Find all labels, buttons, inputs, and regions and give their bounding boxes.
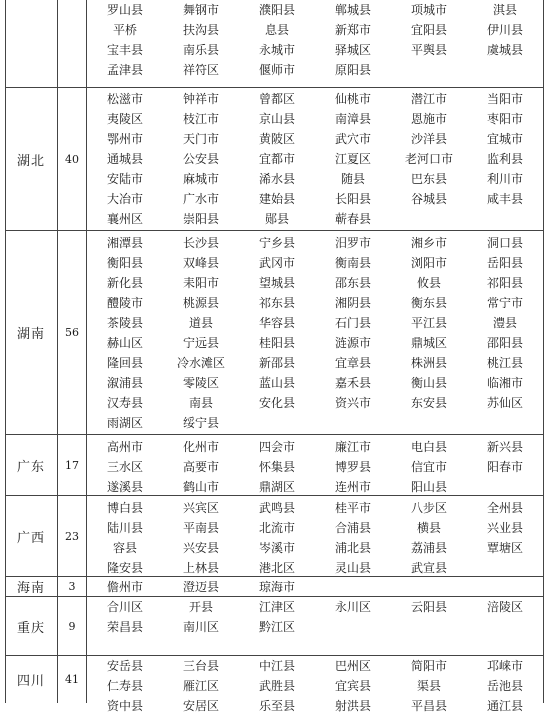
county-name: 博白县 xyxy=(106,501,143,515)
county-name: 麻城市 xyxy=(182,172,219,186)
county-list xyxy=(87,233,544,433)
county-name: 绥宁县 xyxy=(182,416,219,430)
county-name: 渠县 xyxy=(416,679,441,693)
county-name: 潜江市 xyxy=(410,92,447,106)
county-name: 桃江县 xyxy=(486,356,523,370)
county-line xyxy=(87,20,544,40)
county-name: 攸县 xyxy=(416,276,441,290)
county-name: 安陆市 xyxy=(106,172,143,186)
county-name: 陆川县 xyxy=(106,521,143,535)
county-name xyxy=(391,60,467,80)
county-name: 枝江市 xyxy=(182,112,219,126)
province-row xyxy=(5,88,544,231)
county-name: 伊川县 xyxy=(486,23,523,37)
county-line xyxy=(87,413,544,433)
county-name: 中江县 xyxy=(258,659,295,673)
county-name: 谷城县 xyxy=(410,192,447,206)
county-name: 洞口县 xyxy=(486,236,523,250)
county-list xyxy=(87,656,544,716)
county-name: 平江县 xyxy=(410,316,447,330)
county-line xyxy=(87,209,544,229)
county-name: 醴陵市 xyxy=(106,296,143,310)
county-name: 邵东县 xyxy=(334,276,371,290)
county-name: 蕲春县 xyxy=(334,212,371,226)
county-name: 高要市 xyxy=(182,460,219,474)
county-name: 博罗县 xyxy=(334,460,371,474)
county-count: 9 xyxy=(58,597,87,655)
county-name: 横县 xyxy=(416,521,441,535)
county-name: 上林县 xyxy=(182,561,219,575)
county-name: 息县 xyxy=(264,23,289,37)
county-name: 岳阳县 xyxy=(486,256,523,270)
county-name: 荔浦县 xyxy=(410,541,447,555)
county-line xyxy=(87,353,544,373)
province-name xyxy=(5,0,58,87)
county-name: 孟津县 xyxy=(106,63,143,77)
county-list xyxy=(87,577,544,597)
county-name: 隆回县 xyxy=(106,356,143,370)
county-name: 新兴县 xyxy=(486,440,523,454)
province-name: 重庆 xyxy=(5,597,58,655)
county-name: 监利县 xyxy=(486,152,523,166)
county-name: 衡东县 xyxy=(410,296,447,310)
county-line xyxy=(87,393,544,413)
county-name: 驿城区 xyxy=(334,43,371,57)
province-name: 湖北 xyxy=(5,88,58,230)
county-name: 邵阳县 xyxy=(486,336,523,350)
county-name: 偃师市 xyxy=(258,63,295,77)
county-name: 虞城县 xyxy=(486,43,523,57)
county-line xyxy=(87,577,544,597)
county-name: 株洲县 xyxy=(410,356,447,370)
county-name: 祥符区 xyxy=(182,63,219,77)
county-name: 新郑市 xyxy=(334,23,371,37)
county-name: 阳山县 xyxy=(410,480,447,494)
county-name: 连州市 xyxy=(334,480,371,494)
county-name: 武鸣县 xyxy=(258,501,295,515)
county-name: 江津区 xyxy=(258,600,295,614)
province-name: 广西 xyxy=(5,496,58,576)
county-name: 利川市 xyxy=(486,172,523,186)
county-name: 公安县 xyxy=(182,152,219,166)
county-name: 通城县 xyxy=(106,152,143,166)
county-line xyxy=(87,89,544,109)
county-name: 耒阳市 xyxy=(182,276,219,290)
province-row xyxy=(5,496,544,577)
county-name: 郧县 xyxy=(264,212,289,226)
county-name: 通江县 xyxy=(486,699,523,713)
county-name: 襄州区 xyxy=(106,212,143,226)
county-name: 岳池县 xyxy=(486,679,523,693)
county-name: 廉江市 xyxy=(334,440,371,454)
county-name: 湘潭县 xyxy=(106,236,143,250)
county-list xyxy=(87,437,544,497)
county-name: 邛崃市 xyxy=(486,659,523,673)
county-line xyxy=(87,457,544,477)
county-name: 浦北县 xyxy=(334,541,371,555)
county-name: 桂阳县 xyxy=(258,336,295,350)
county-name: 安居区 xyxy=(182,699,219,713)
county-name: 衡南县 xyxy=(334,256,371,270)
county-name xyxy=(467,617,543,637)
county-name xyxy=(467,209,543,229)
county-list xyxy=(87,89,544,229)
county-line xyxy=(87,437,544,457)
province-name: 湖南 xyxy=(5,231,58,434)
county-name: 宁远县 xyxy=(182,336,219,350)
county-name xyxy=(467,477,543,497)
county-name: 鼎湖区 xyxy=(258,480,295,494)
county-name xyxy=(315,577,391,597)
county-name: 新邵县 xyxy=(258,356,295,370)
county-line xyxy=(87,558,544,578)
county-name: 广水市 xyxy=(182,192,219,206)
county-name: 原阳县 xyxy=(334,63,371,77)
county-name: 老河口市 xyxy=(404,152,453,166)
county-name: 桃源县 xyxy=(182,296,219,310)
county-name: 湘阴县 xyxy=(334,296,371,310)
county-name: 荣昌县 xyxy=(106,620,143,634)
county-name: 武冈市 xyxy=(258,256,295,270)
county-line xyxy=(87,477,544,497)
county-count: 17 xyxy=(58,435,87,495)
county-name: 茶陵县 xyxy=(106,316,143,330)
county-name: 溆浦县 xyxy=(106,376,143,390)
county-line xyxy=(87,333,544,353)
province-row xyxy=(5,597,544,656)
county-name xyxy=(391,413,467,433)
county-name: 电白县 xyxy=(410,440,447,454)
county-name: 琼海市 xyxy=(258,580,295,594)
county-name: 兴宾区 xyxy=(182,501,219,515)
county-name: 宜阳县 xyxy=(410,23,447,37)
county-name: 资兴市 xyxy=(334,396,371,410)
province-name: 海南 xyxy=(5,577,58,596)
county-name: 零陵区 xyxy=(182,376,219,390)
county-name: 兴业县 xyxy=(486,521,523,535)
county-name: 枣阳市 xyxy=(486,112,523,126)
county-line xyxy=(87,498,544,518)
county-name: 儋州市 xyxy=(106,580,143,594)
county-name: 四会市 xyxy=(258,440,295,454)
county-line xyxy=(87,189,544,209)
county-name: 江夏区 xyxy=(334,152,371,166)
county-line xyxy=(87,40,544,60)
county-name: 澧县 xyxy=(492,316,517,330)
county-name: 长沙县 xyxy=(182,236,219,250)
county-name: 云阳县 xyxy=(410,600,447,614)
county-name: 扶沟县 xyxy=(182,23,219,37)
county-name: 仙桃市 xyxy=(334,92,371,106)
county-name: 南川区 xyxy=(182,620,219,634)
county-line xyxy=(87,109,544,129)
county-list xyxy=(87,498,544,578)
county-name: 乐至县 xyxy=(258,699,295,713)
county-name: 涟源市 xyxy=(334,336,371,350)
county-line xyxy=(87,233,544,253)
province-name: 四川 xyxy=(5,656,58,703)
province-row xyxy=(5,231,544,435)
county-name xyxy=(315,413,391,433)
county-name: 南县 xyxy=(188,396,213,410)
county-name: 全州县 xyxy=(486,501,523,515)
county-line xyxy=(87,617,544,637)
county-count: 40 xyxy=(58,88,87,230)
county-name: 涪陵区 xyxy=(486,600,523,614)
province-row xyxy=(5,0,544,88)
county-name xyxy=(467,558,543,578)
county-name xyxy=(391,577,467,597)
county-name: 常宁市 xyxy=(486,296,523,310)
county-name: 祁阳县 xyxy=(486,276,523,290)
county-line xyxy=(87,149,544,169)
province-row xyxy=(5,577,544,597)
county-name xyxy=(391,209,467,229)
county-name: 蓝山县 xyxy=(258,376,295,390)
county-name: 武胜县 xyxy=(258,679,295,693)
county-name: 开县 xyxy=(188,600,213,614)
county-name: 鹤山市 xyxy=(182,480,219,494)
county-name: 天门市 xyxy=(182,132,219,146)
county-line xyxy=(87,373,544,393)
county-name: 当阳市 xyxy=(486,92,523,106)
county-name: 高州市 xyxy=(106,440,143,454)
county-name: 资中县 xyxy=(106,699,143,713)
county-name: 舞钢市 xyxy=(182,3,219,17)
county-name: 遂溪县 xyxy=(106,480,143,494)
county-name: 华容县 xyxy=(258,316,295,330)
county-name: 武穴市 xyxy=(334,132,371,146)
county-name: 浏阳市 xyxy=(410,256,447,270)
county-name: 武宣县 xyxy=(410,561,447,575)
county-count: 23 xyxy=(58,496,87,576)
county-name: 灵山县 xyxy=(334,561,371,575)
county-line xyxy=(87,676,544,696)
county-name: 岑溪市 xyxy=(258,541,295,555)
county-name: 松滋市 xyxy=(106,92,143,106)
county-name: 三水区 xyxy=(106,460,143,474)
county-name: 简阳市 xyxy=(410,659,447,673)
county-count: 41 xyxy=(58,656,87,703)
county-name: 长阳县 xyxy=(334,192,371,206)
county-line xyxy=(87,293,544,313)
county-name: 宝丰县 xyxy=(106,43,143,57)
county-name: 雁江区 xyxy=(182,679,219,693)
county-name: 巴东县 xyxy=(410,172,447,186)
county-name: 容县 xyxy=(112,541,137,555)
county-name: 宜章县 xyxy=(334,356,371,370)
county-name: 宜城市 xyxy=(486,132,523,146)
county-name: 浠水县 xyxy=(258,172,295,186)
county-line xyxy=(87,60,544,80)
county-name: 港北区 xyxy=(258,561,295,575)
county-name: 隆安县 xyxy=(106,561,143,575)
county-name: 化州市 xyxy=(182,440,219,454)
county-name: 京山县 xyxy=(258,112,295,126)
county-name: 黔江区 xyxy=(258,620,295,634)
county-name: 湘乡市 xyxy=(410,236,447,250)
county-name xyxy=(467,413,543,433)
county-name: 汉寿县 xyxy=(106,396,143,410)
county-name: 安化县 xyxy=(258,396,295,410)
county-name: 衡山县 xyxy=(410,376,447,390)
county-name: 项城市 xyxy=(410,3,447,17)
county-name: 咸丰县 xyxy=(486,192,523,206)
province-row xyxy=(5,656,544,713)
county-name: 赫山区 xyxy=(106,336,143,350)
county-name: 宁乡县 xyxy=(258,236,295,250)
county-name: 郸城县 xyxy=(334,3,371,17)
county-line xyxy=(87,0,544,20)
county-line xyxy=(87,313,544,333)
county-name: 平南县 xyxy=(182,521,219,535)
county-name: 北流市 xyxy=(258,521,295,535)
county-line xyxy=(87,518,544,538)
county-name: 黄陂区 xyxy=(258,132,295,146)
county-name: 永川区 xyxy=(334,600,371,614)
county-name xyxy=(467,577,543,597)
county-name: 信宜市 xyxy=(410,460,447,474)
county-name: 衡阳县 xyxy=(106,256,143,270)
county-name: 曾都区 xyxy=(258,92,295,106)
county-name: 宜都市 xyxy=(258,152,295,166)
county-name: 巴州区 xyxy=(334,659,371,673)
county-name: 雨湖区 xyxy=(106,416,143,430)
county-name: 道县 xyxy=(188,316,213,330)
county-name: 建始县 xyxy=(258,192,295,206)
county-name: 桂平市 xyxy=(334,501,371,515)
county-name: 恩施市 xyxy=(410,112,447,126)
county-name xyxy=(315,617,391,637)
county-name: 兴安县 xyxy=(182,541,219,555)
county-name xyxy=(467,60,543,80)
county-line xyxy=(87,253,544,273)
county-name: 望城县 xyxy=(258,276,295,290)
county-name: 濮阳县 xyxy=(258,3,295,17)
county-name: 大冶市 xyxy=(106,192,143,206)
county-name: 淇县 xyxy=(492,3,517,17)
county-name: 临湘市 xyxy=(486,376,523,390)
county-name: 罗山县 xyxy=(106,3,143,17)
county-line xyxy=(87,696,544,716)
county-name: 双峰县 xyxy=(182,256,219,270)
county-name: 南漳县 xyxy=(334,112,371,126)
county-count: 56 xyxy=(58,231,87,434)
county-line xyxy=(87,169,544,189)
county-line xyxy=(87,597,544,617)
county-count: 3 xyxy=(58,577,87,596)
county-name: 平舆县 xyxy=(410,43,447,57)
county-list xyxy=(87,597,544,637)
county-name: 澄迈县 xyxy=(182,580,219,594)
county-list xyxy=(87,0,544,80)
county-name: 宜宾县 xyxy=(334,679,371,693)
county-name: 阳春市 xyxy=(486,460,523,474)
county-name: 射洪县 xyxy=(334,699,371,713)
county-name xyxy=(391,617,467,637)
county-name: 随县 xyxy=(340,172,365,186)
county-name: 沙洋县 xyxy=(410,132,447,146)
county-name: 鄂州市 xyxy=(106,132,143,146)
county-name: 怀集县 xyxy=(258,460,295,474)
county-line xyxy=(87,656,544,676)
county-name xyxy=(239,413,315,433)
county-name: 汨罗市 xyxy=(334,236,371,250)
county-name: 东安县 xyxy=(410,396,447,410)
county-table xyxy=(5,0,544,713)
county-line xyxy=(87,538,544,558)
county-name: 覃塘区 xyxy=(486,541,523,555)
county-name: 合浦县 xyxy=(334,521,371,535)
county-name: 南乐县 xyxy=(182,43,219,57)
county-name: 嘉禾县 xyxy=(334,376,371,390)
county-name: 平昌县 xyxy=(410,699,447,713)
county-name: 苏仙区 xyxy=(486,396,523,410)
county-name: 三台县 xyxy=(182,659,219,673)
county-count xyxy=(58,0,87,87)
county-name: 安岳县 xyxy=(106,659,143,673)
province-row xyxy=(5,435,544,496)
county-name: 钟祥市 xyxy=(182,92,219,106)
county-line xyxy=(87,129,544,149)
county-name: 仁寿县 xyxy=(106,679,143,693)
county-name: 冷水滩区 xyxy=(176,356,225,370)
county-name: 平桥 xyxy=(112,23,137,37)
province-name: 广东 xyxy=(5,435,58,495)
county-name: 新化县 xyxy=(106,276,143,290)
county-name: 祁东县 xyxy=(258,296,295,310)
county-name: 崇阳县 xyxy=(182,212,219,226)
county-name: 鼎城区 xyxy=(410,336,447,350)
county-name: 合川区 xyxy=(106,600,143,614)
county-name: 夷陵区 xyxy=(106,112,143,126)
county-name: 永城市 xyxy=(258,43,295,57)
county-name: 八步区 xyxy=(410,501,447,515)
county-name: 石门县 xyxy=(334,316,371,330)
county-line xyxy=(87,273,544,293)
